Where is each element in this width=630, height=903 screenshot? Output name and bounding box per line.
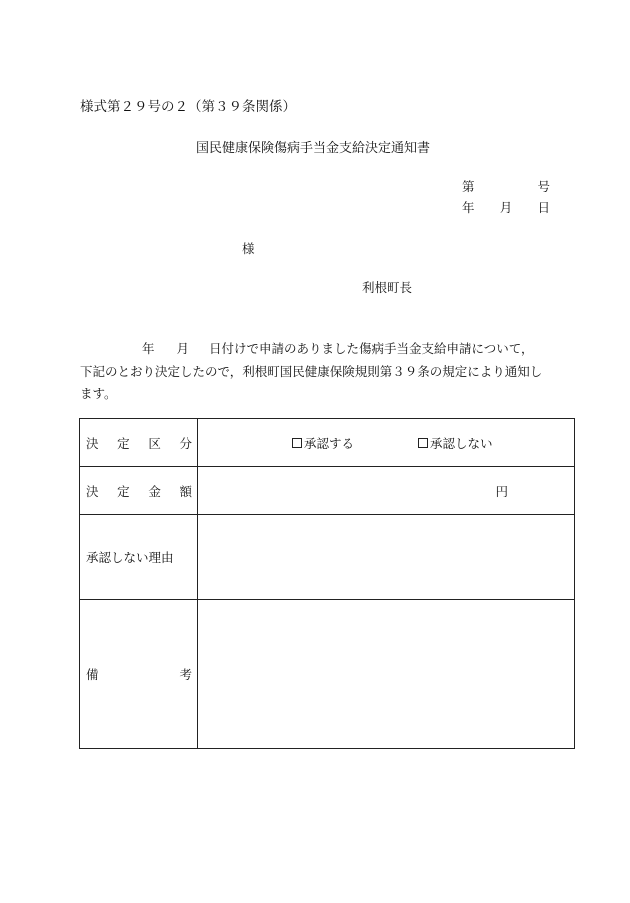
remarks-value[interactable]	[198, 600, 575, 749]
document-date-line	[462, 198, 550, 216]
date-year: 年	[462, 200, 475, 215]
decision-type-value	[198, 419, 575, 467]
table-row-rejection-reason	[80, 515, 575, 600]
document-title: 国民健康保険傷病手当金支給決定通知書	[196, 141, 431, 156]
addressee-honorific: 様	[242, 241, 255, 256]
approve-checkbox[interactable]	[292, 438, 302, 448]
form-number: 様式第２９号の２（第３９条関係）	[80, 99, 296, 115]
label-char: 金	[148, 483, 161, 499]
date-month: 月	[499, 200, 513, 215]
remarks-label	[80, 600, 198, 749]
label-char: 考	[179, 667, 192, 682]
body-line3: ます。	[80, 386, 117, 401]
rejection-reason-label-text: 承認しない理由	[86, 550, 174, 565]
reject-option-label: 承認しない	[430, 435, 493, 451]
rejection-reason-label	[80, 515, 198, 600]
document-number-line	[462, 177, 550, 195]
decision-table	[79, 418, 575, 749]
label-char: 決	[86, 435, 99, 451]
decision-amount-value[interactable]	[198, 467, 575, 515]
body-year: 年	[142, 341, 155, 356]
issuer-name: 利根町長	[362, 280, 413, 295]
number-prefix: 第	[462, 179, 475, 194]
table-row-remarks	[80, 600, 575, 749]
number-suffix: 号	[537, 179, 550, 194]
label-char: 額	[179, 483, 192, 499]
decision-amount-label	[80, 467, 198, 515]
date-day: 日	[537, 200, 550, 215]
rejection-reason-value[interactable]	[198, 515, 575, 600]
approve-option[interactable]	[292, 434, 418, 452]
table-row-decision-amount	[80, 467, 575, 515]
decision-type-label	[80, 419, 198, 467]
label-char: 定	[117, 483, 130, 499]
label-char: 備	[86, 667, 99, 682]
table-row-decision-type	[80, 419, 575, 467]
notice-body	[80, 338, 556, 406]
label-char: 区	[148, 435, 161, 451]
label-char: 定	[117, 435, 130, 451]
body-line1: 日付けで申請のありました傷病手当金支給申請について，	[209, 341, 534, 356]
reject-option[interactable]	[418, 434, 544, 452]
label-char: 決	[86, 483, 99, 499]
reject-checkbox[interactable]	[418, 438, 428, 448]
label-char: 分	[179, 435, 192, 451]
body-line2: 下記のとおり決定したので，利根町国民健康保険規則第３９条の規定により通知し	[80, 363, 543, 379]
approve-option-label: 承認する	[304, 435, 355, 451]
yen-unit: 円	[495, 483, 508, 499]
body-month: 月	[176, 341, 190, 356]
